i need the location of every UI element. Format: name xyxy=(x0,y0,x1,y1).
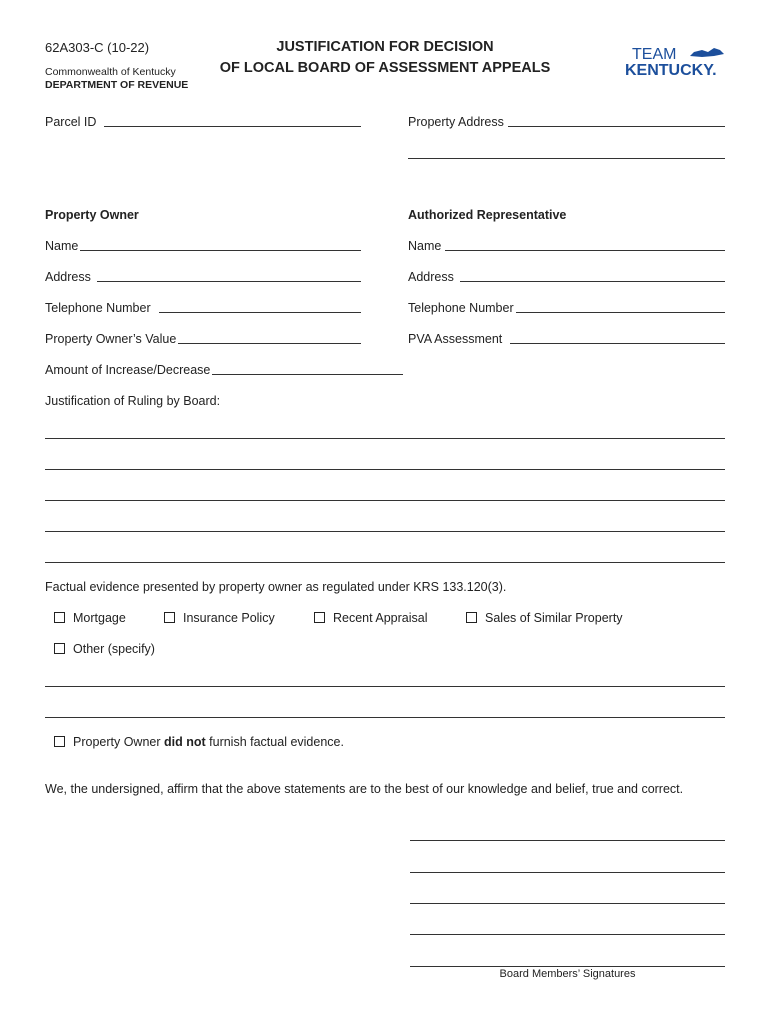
parcel-id-line xyxy=(104,125,361,127)
owner-telephone-line xyxy=(159,311,361,313)
justification-line[interactable] xyxy=(45,531,725,532)
mortgage-checkbox[interactable] xyxy=(54,611,126,625)
owner-address-line xyxy=(97,280,361,282)
amount-label: Amount of Increase/Decrease xyxy=(45,363,211,377)
signature-line[interactable] xyxy=(410,934,725,935)
checkbox-box[interactable] xyxy=(164,612,175,623)
department-name: DEPARTMENT OF REVENUE xyxy=(45,79,189,91)
owner-address-field[interactable] xyxy=(45,270,361,284)
sales-similar-property-checkbox[interactable] xyxy=(466,611,623,625)
title-line-1: JUSTIFICATION FOR DECISION xyxy=(276,39,494,55)
pva-assessment-label: PVA Assessment xyxy=(408,332,503,346)
other-specify-line[interactable] xyxy=(45,686,725,687)
recent-appraisal-label: Recent Appraisal xyxy=(333,611,428,625)
rep-telephone-field[interactable] xyxy=(408,301,725,315)
rep-name-field[interactable] xyxy=(408,239,725,253)
parcel-id-field[interactable] xyxy=(45,115,361,129)
checkbox-box[interactable] xyxy=(54,643,65,654)
recent-appraisal-checkbox[interactable] xyxy=(314,611,428,625)
signature-line[interactable] xyxy=(410,872,725,873)
no-evidence-text-bold: did not xyxy=(164,735,206,749)
pva-assessment-field[interactable] xyxy=(408,332,725,346)
property-address-line-2[interactable] xyxy=(408,158,725,159)
justification-line[interactable] xyxy=(45,469,725,470)
property-address-label: Property Address xyxy=(408,115,504,129)
agency-name: Commonwealth of Kentucky xyxy=(45,66,176,78)
checkbox-box[interactable] xyxy=(466,612,477,623)
form-id: 62A303-C (10-22) xyxy=(45,40,150,55)
owner-value-line xyxy=(178,342,361,344)
rep-address-line xyxy=(460,280,725,282)
rep-name-label: Name xyxy=(408,239,442,253)
no-evidence-text-pre: Property Owner xyxy=(73,735,165,749)
amount-field[interactable] xyxy=(45,363,403,377)
no-evidence-checkbox[interactable] xyxy=(54,735,344,749)
signature-line[interactable] xyxy=(410,966,725,967)
parcel-id-label: Parcel ID xyxy=(45,115,97,129)
property-address-field[interactable] xyxy=(408,115,725,129)
property-owner-heading: Property Owner xyxy=(45,208,139,222)
sales-similar-property-label: Sales of Similar Property xyxy=(485,611,623,625)
rep-address-label: Address xyxy=(408,270,454,284)
signatures-caption: Board Members’ Signatures xyxy=(499,968,636,980)
other-specify-label: Other (specify) xyxy=(73,642,155,656)
owner-address-label: Address xyxy=(45,270,91,284)
logo-kentucky-text: KENTUCKY. xyxy=(625,62,717,79)
other-specify-line[interactable] xyxy=(45,717,725,718)
other-specify-checkbox[interactable] xyxy=(54,642,155,656)
signature-line[interactable] xyxy=(410,840,725,841)
amount-line xyxy=(212,373,403,375)
insurance-policy-checkbox[interactable] xyxy=(164,611,275,625)
justification-label: Justification of Ruling by Board: xyxy=(45,394,221,408)
rep-telephone-label: Telephone Number xyxy=(408,301,514,315)
signature-line[interactable] xyxy=(410,903,725,904)
page-title xyxy=(200,37,570,79)
checkbox-box[interactable] xyxy=(54,612,65,623)
no-evidence-text-post: furnish factual evidence. xyxy=(205,735,344,749)
mortgage-label: Mortgage xyxy=(73,611,126,625)
pva-assessment-line xyxy=(510,342,725,344)
authorized-representative-heading: Authorized Representative xyxy=(408,208,567,222)
owner-telephone-label: Telephone Number xyxy=(45,301,151,315)
rep-telephone-line xyxy=(516,311,725,313)
logo-team-text: TEAM xyxy=(632,46,677,63)
evidence-intro: Factual evidence presented by property owner as regulated under KRS 133.120(3). xyxy=(45,580,507,594)
owner-name-field[interactable] xyxy=(45,239,361,253)
kentucky-map-icon xyxy=(622,44,732,80)
rep-name-line xyxy=(445,249,725,251)
justification-line[interactable] xyxy=(45,500,725,501)
owner-value-label: Property Owner’s Value xyxy=(45,332,177,346)
justification-line[interactable] xyxy=(45,562,725,563)
insurance-policy-label: Insurance Policy xyxy=(183,611,275,625)
team-kentucky-logo xyxy=(622,44,732,80)
checkbox-box[interactable] xyxy=(314,612,325,623)
owner-name-line xyxy=(80,249,361,251)
owner-telephone-field[interactable] xyxy=(45,301,361,315)
owner-name-label: Name xyxy=(45,239,79,253)
checkbox-box[interactable] xyxy=(54,736,65,747)
owner-value-field[interactable] xyxy=(45,332,361,346)
affirmation-statement: We, the undersigned, affirm that the above statements are to the best of our knowledge and belief, true and correct. xyxy=(45,782,684,796)
justification-line[interactable] xyxy=(45,438,725,439)
property-address-line xyxy=(508,125,725,127)
rep-address-field[interactable] xyxy=(408,270,725,284)
title-line-2: OF LOCAL BOARD OF ASSESSMENT APPEALS xyxy=(219,60,551,76)
